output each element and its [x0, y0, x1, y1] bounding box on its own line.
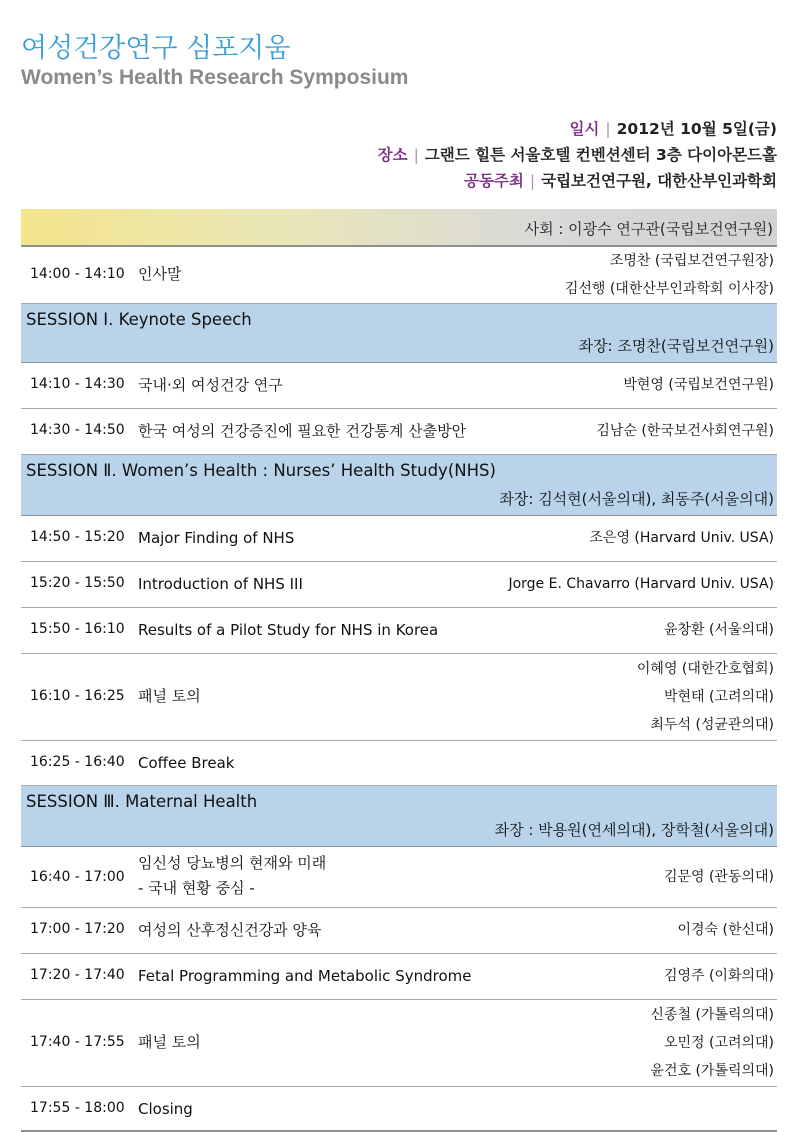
topic-line: - 국내 현황 중심 -: [138, 879, 255, 897]
session-title: SESSION Ⅱ. Women’s Health : Nurses’ Health Study(NHS): [26, 461, 496, 480]
schedule-table: [21, 209, 777, 1132]
speaker: 조명찬 (국립보건연구원장): [609, 253, 774, 269]
row-time: 14:10 - 14:30: [30, 376, 125, 392]
row-time: 14:30 - 14:50: [30, 422, 125, 438]
row-time: 16:40 - 17:00: [30, 869, 125, 885]
session-chair: 좌장: 김석현(서울의대), 최동주(서울의대): [499, 490, 774, 508]
title-english: Women’s Health Research Symposium: [21, 66, 409, 89]
session-title: SESSION Ⅰ. Keynote Speech: [26, 310, 252, 329]
row-speaker: 김영주 (이화의대): [663, 968, 774, 984]
table-row: [21, 1087, 777, 1132]
row-topic: 한국 여성의 건강증진에 필요한 건강통계 산출방안: [138, 422, 467, 440]
speaker: 오민정 (고려의대): [663, 1035, 774, 1051]
topic-line: 임신성 당뇨병의 현재와 미래: [138, 854, 327, 872]
host-value: 국립보건연구원, 대한산부인과학회: [541, 172, 777, 190]
speaker: 이혜영 (대한간호협회): [636, 661, 774, 677]
moderator: 사회 : 이광수 연구관(국립보건연구원): [524, 220, 773, 238]
date-value: 2012년 10월 5일(금): [616, 120, 777, 138]
divider: |: [605, 120, 611, 138]
row-time: 15:20 - 15:50: [30, 575, 125, 591]
session-header: [21, 304, 777, 363]
row-topic: Results of a Pilot Study for NHS in Korea: [138, 621, 439, 639]
row-speaker: 김문영 (관동의대): [663, 869, 774, 885]
row-topic: Closing: [138, 1100, 193, 1118]
row-speaker: 김남순 (한국보건사회연구원): [596, 423, 774, 439]
session-header: [21, 786, 777, 847]
host-label: 공동주최: [463, 172, 524, 190]
row-time: 17:20 - 17:40: [30, 967, 125, 983]
table-row: [21, 363, 777, 409]
row-speakers: [565, 247, 774, 303]
table-row: [21, 247, 777, 304]
info-host: [464, 169, 777, 191]
row-topic: [138, 851, 326, 901]
row-time: 16:10 - 16:25: [30, 688, 125, 704]
row-speakers: [650, 1001, 774, 1085]
info-date: [569, 117, 777, 139]
row-time: 17:40 - 17:55: [30, 1034, 125, 1050]
row-speaker: 이경숙 (한신대): [677, 922, 774, 938]
divider: |: [413, 146, 419, 164]
row-topic: 패널 토의: [138, 687, 201, 705]
table-row: [21, 1000, 777, 1087]
table-row: [21, 409, 777, 455]
row-speaker: 박현영 (국립보건연구원): [623, 377, 774, 393]
speaker: 김선행 (대한산부인과학회 이사장): [564, 281, 774, 297]
row-topic: 인사말: [138, 265, 182, 283]
speaker: 최두석 (성균관의대): [650, 717, 774, 733]
session-chair: 좌장 : 박용원(연세의대), 장학철(서울의대): [494, 821, 774, 839]
row-topic: Fetal Programming and Metabolic Syndrome: [138, 967, 472, 985]
session-title: SESSION Ⅲ. Maternal Health: [26, 792, 258, 811]
row-topic: Introduction of NHS III: [138, 575, 303, 593]
row-speakers: [637, 655, 774, 739]
info-venue: [378, 143, 777, 165]
row-topic: 패널 토의: [138, 1033, 201, 1051]
table-row: [21, 516, 777, 562]
row-time: 17:55 - 18:00: [30, 1100, 125, 1116]
row-topic: 여성의 산후정신건강과 양육: [138, 921, 322, 939]
row-topic: 국내·외 여성건강 연구: [138, 376, 283, 394]
row-topic: Major Finding of NHS: [138, 529, 295, 547]
table-row: [21, 654, 777, 741]
row-time: 14:00 - 14:10: [30, 266, 125, 282]
row-topic: Coffee Break: [138, 754, 235, 772]
speaker: 박현태 (고려의대): [663, 689, 774, 705]
speaker: 윤건호 (가톨릭의대): [650, 1063, 774, 1079]
session-header: [21, 455, 777, 516]
table-row: [21, 954, 777, 1000]
date-label: 일시: [569, 120, 600, 138]
row-time: 14:50 - 15:20: [30, 529, 125, 545]
table-row: [21, 608, 777, 654]
row-speaker: Jorge E. Chavarro (Harvard Univ. USA): [508, 576, 774, 592]
moderator-bar: [21, 209, 777, 247]
row-time: 17:00 - 17:20: [30, 921, 125, 937]
row-speaker: 윤창환 (서울의대): [663, 622, 774, 638]
table-row: [21, 562, 777, 608]
venue-label: 장소: [377, 146, 408, 164]
table-row: [21, 847, 777, 908]
row-speaker: 조은영 (Harvard Univ. USA): [589, 530, 774, 546]
table-row: [21, 908, 777, 954]
divider: |: [529, 172, 536, 190]
speaker: 신종철 (가톨릭의대): [650, 1007, 774, 1023]
row-time: 15:50 - 16:10: [30, 621, 125, 637]
session-chair: 좌장: 조명찬(국립보건연구원): [578, 337, 774, 355]
table-row: [21, 741, 777, 786]
title-korean: 여성건강연구 심포지움: [21, 33, 291, 64]
row-time: 16:25 - 16:40: [30, 754, 125, 770]
venue-value: 그랜드 힐튼 서울호텔 컨벤션센터 3층 다이아몬드홀: [424, 146, 777, 164]
